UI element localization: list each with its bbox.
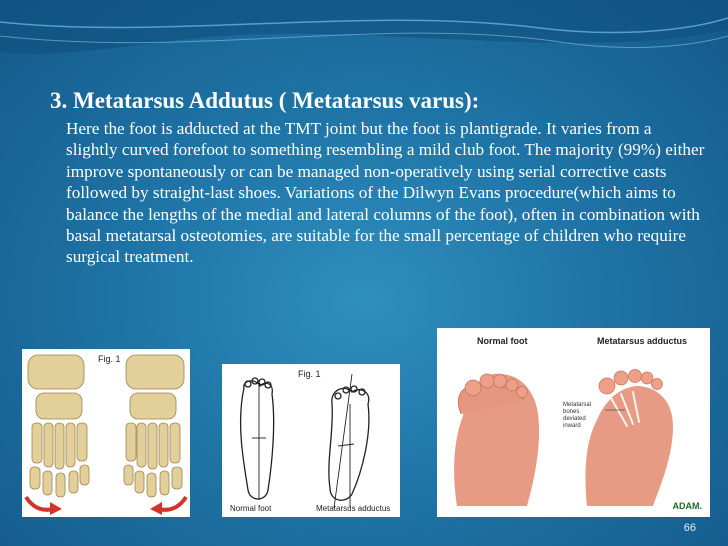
skeleton-figure-label: Fig. 1 [98, 354, 121, 364]
photo-normal-foot-label: Normal foot [477, 336, 528, 346]
infant-feet-figure [437, 328, 710, 517]
adam-brand-mark: ADAM. [672, 501, 702, 511]
photo-adductus-label: Metatarsus adductus [597, 336, 688, 346]
metatarsal-callout: Metatarsal bones deviated inward [563, 402, 592, 429]
outline-adductus-label: Metatarsus adductus [316, 504, 391, 513]
outline-figure-label: Fig. 1 [298, 369, 321, 379]
header-wave-decoration [0, 0, 728, 70]
foot-outline-figure [222, 364, 400, 517]
slide-number: 66 [683, 522, 696, 534]
skeleton-feet-figure [22, 349, 190, 517]
slide-body-text: Here the foot is adducted at the TMT joint but the foot is plantigrade. It varies from a slightly curved forefoot to something resembling a mild club foot. The majority (99%) either improve spontaneously or can be managed non-operatively using serial corrective casts followed by straight-last shoes. Variations of the Dilwyn Evans procedure(which aims to balance the lengths of the medial and lateral columns of the foot), often in combination with basal metatarsal osteotomies, are suitable for the small percentage of children who require surgical treatment. [66, 119, 705, 267]
outline-normal-foot-label: Normal foot [230, 504, 272, 513]
slide-title: 3. Metatarsus Addutus ( Metatarsus varus): [50, 88, 480, 113]
